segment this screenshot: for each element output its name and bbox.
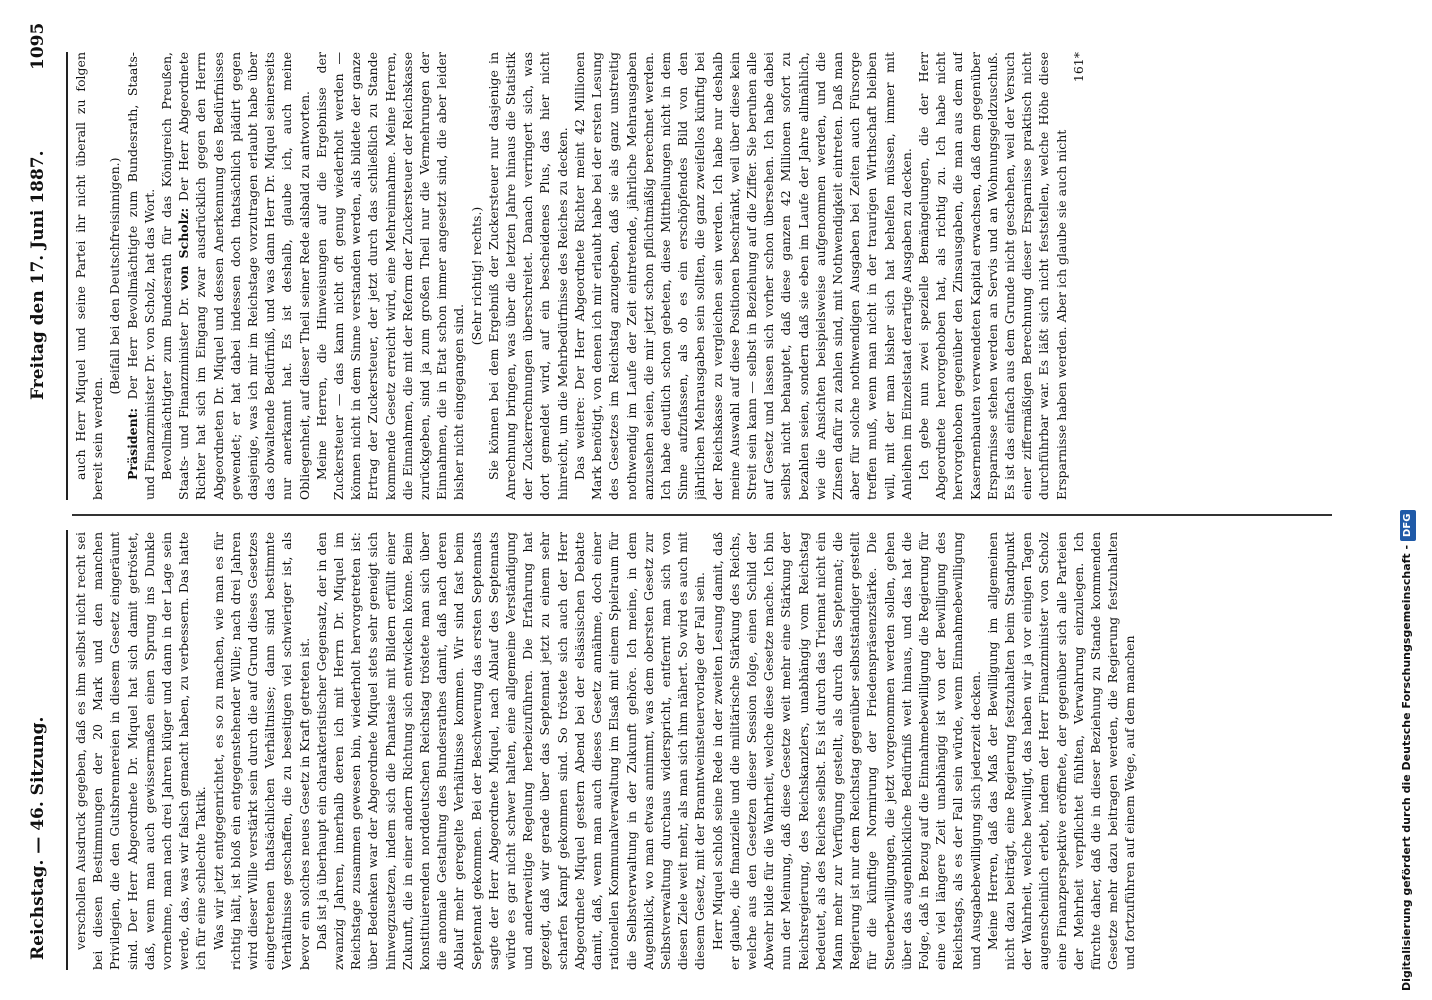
- left-text-column: [72, 532, 1332, 970]
- paragraph: verschollen Ausdruck gegeben, daß es ihm selbst nicht recht sei bei diesen Bestimmungen der 20 Mark und den manchen Privilegien, die den Gutsbrennereien in diesem Gesetz eingeräumt sind. Der Herr Abgeordnete Dr. Miquel hat sich damit getröstet, daß, wenn man auch gewissermaßen einen Sprung ins Dunkle vornehme, man nach drei Jahren klüger und dann in der Lage sein werde, das, was wir falsch gemacht haben, zu verbessern. Das hatte ich für eine schlechte Taktik.: [73, 532, 209, 970]
- paragraph: Sie können bei dem Ergebniß der Zuckersteuer nur dasjenige in Anrechnung bringen, was über die letzten Jahre hinaus die Statistik der Zuckerrechnungen überschreitet. Danach verringert sich, was dort gemeldet wird, auf ein bescheidenes Plus, das hier nicht hinreicht, um die Mehrbedürfnisse des Reiches zu decken.: [485, 52, 570, 500]
- president-text: Der Herr Bevollmächtigte zum Bundesrath, Staats- und Finanzminister Dr. von Scholz, hat das Wort.: [124, 52, 157, 500]
- speaker-intro: Bevollmächtigter zum Bundesrath für das Königreich Preußen, Staats- und Finanzminister Dr.: [159, 52, 192, 500]
- paragraph: Daß ist ja überhaupt ein charakteristischer Gegensatz, der in den zwanzig Jahren, innerhalb deren ich mit Herrn Dr. Miquel im Reichstage zusammen gewesen bin, wiederholt hervorgetreten ist: über Bedenken war der Abgeordnete Miquel stets sehr geneigt sich hinwegzusetzen, indem sich die Phantasie mit Bildern erfüllt einer Zukunft, die in einer andern Richtung sich entwickeln könne. Beim konstituierenden norddeutschen Reichstag tröstete man sich über die anomale Gestaltung des Bundesrathes damit, daß nach deren Ablauf mehr geregelte Verhältnisse kommen. Wir sind fast beim Septennat gekommen. Bei der Beschwerung das ersten Septennats sagte der Herr Abgeordnete Miquel, nach Ablauf des Septennats würde es gar nicht schwer halten, eine allgemeine Verständigung und anderweitige Regelung herbeizuführen. Die Erfahrung hat gezeigt, daß wir gerade über das Septennat jetzt zu einem sehr scharfen Kampf gekommen sind. So tröstete sich auch der Herr Abgeordnete Miquel gestern Abend bei der elsässischen Debatte damit, daß, wenn man auch dieses Gesetz annähme, doch einer rationellen Kommunalverwaltung im Elsaß mit einem Spielraum für die Selbstverwaltung in der Zukunft gehöre. Ich meine, in dem Augenblick, wo man etwas annimmt, was dem obersten Gesetz zur Selbstverwaltung durchaus widerspricht, entfernt man sich von diesen Ziele weit mehr, als man sich ihm nähert. So wird es auch mit diesem Gesetz, mit der Branntweinsteuervorlage der Fall sein.: [313, 532, 708, 970]
- dfg-logo: DFG: [1400, 510, 1416, 541]
- paragraph: Das weitere: Der Herr Abgeordnete Richter meint 42 Millionen Mark benötigt, von denen ich mir erlaubt habe bei der ersten Lesung des Gesetzes im Reichstag anzugeben, daß sie als ganz unstreitig nothwendig im Laufe der Zeit eintretende, jährliche Mehrausgaben anzusehen seien, die mir jetzt schon pflichtmäßig berechnet werden. Ich habe deutlich schon gebeten, diese Mittheilungen nicht in dem Sinne aufzufassen, als ob es ein erschöpfendes Bild von den jährlichen Mehrausgaben sein sollten, die ganz zweifellos künftig bei der Reichskasse zu vergleichen sein werden. Ich habe nur deshalb meine Auswahl auf diese Positionen beschränkt, weil über diese kein Streit sein kann — selbst in Beziehung auf die Ziffer. Sie beruhen alle auf Gesetz und lassen sich vorher schon übersehen. Ich habe dabei selbst nicht behauptet, daß diese ganzen 42 Millionen sofort zu bezahlen seien, sondern daß sie eben im Laufe der Jahre allmählich, wie die Ansichten beispielsweise aufgenommen werden, und die Zinsen dafür zu zahlen sind, mit Nothwendigkeit eintreten. Daß man aber für solche nothwendigen Ausgaben bei Zeiten auch Fürsorge treffen muß, wenn man nicht in der traurigen Wirthschaft bleiben will, mit der man bisher sich hat behelfen müssen, immer mit Anleihen im Einzelstaat derartige Ausgaben zu decken.: [571, 52, 914, 500]
- paragraph: Meine Herren, daß das Maß der Bewilligung im allgemeinen nicht dazu beiträgt, eine Regierung festzuhalten beim Standpunkt der Wahrheit, welche bewilligt, das haben wir ja vor einigen Tagen augenscheinlich erlebt, indem der Herr Finanzminister von Scholz eine Finanzperspektive eröffnete, der gegenüber sich alle Parteien der Mehrheit verpflichtet fühlten, Verwahrung einzulegen. Ich fürchte daher, daß die in dieser Beziehung zu Stande kommenden Gesetze mehr dazu beitragen werden, die Regierung festzuhalten und fortzuführen auf einem Wege, auf dem manchen: [984, 532, 1138, 970]
- header-rule-left: [66, 530, 68, 970]
- speaker-name: von Scholz:: [176, 207, 192, 291]
- column-divider: [72, 514, 1332, 516]
- applause-note: (Beifall bei den Deutschfreisinnigen.): [107, 157, 123, 395]
- paragraph: auch Herr Miquel und seine Partei ihr nicht überall zu folgen bereit sein werden.: [73, 52, 106, 500]
- right-text-column: [72, 52, 1332, 500]
- credit-text: Digitalisierung gefördert durch die Deutsche Forschungsgemeinschaft -: [1400, 544, 1413, 991]
- header-session: Reichstag. — 46. Sitzung.: [28, 716, 48, 960]
- approval-note: (Sehr richtig! rechts.): [468, 206, 484, 346]
- paragraph: Was wir jetzt entgegenrichtet, es so zu machen, wie man es für richtig hält, ist bloß ein entgegenstehender Wille; nach drei Jahren wird dieser Wille verstärkt sein durch die auf Grund dieses Gesetzes eingetretenen thatsächlichen Verhältnisse; dann sind bestimmte Verhältnisse geschaffen, die zu beseitigen viel schwieriger ist, als bevor ein solches neues Gesetz in Kraft getreten ist.: [210, 532, 312, 970]
- digitization-credit: [1396, 6, 1418, 991]
- page-header: [28, 0, 64, 1000]
- header-date: Freitag den 17. Juni 1887.: [28, 150, 48, 400]
- header-rule-right: [66, 52, 68, 500]
- president-paragraph: [124, 52, 158, 500]
- signature-mark: 161*: [1070, 52, 1086, 83]
- paragraph: Herr Miquel schloß seine Rede in der zweiten Lesung damit, daß er glaube, die finanzielle und die militärische Stärkung des Reichs, welche aus den Gesetzen dieser Session folge, einen Schild der Abwehr bilde für die Wahrheit, welche diese Gesetze mache. Ich bin nun der Meinung, daß diese Gesetze weit mehr eine Stärkung der Reichsregierung, des Reichskanzlers, unabhängig vom Reichstag bedeutet, als des Reiches selbst. Es ist durch das Triennat nicht ein Mann mehr zur Verfügung gestellt, als durch das Septennat; die Regierung ist nur dem Reichstag gegenüber selbstständiger gestellt für die künftige Normirung der Friedenspräsenzstärke. Die Steuerbewilligungen, die jetzt vorgenommen werden sollen, gehen über das augenblickliche Bedürfniß weit hinaus, und das hat die Folge, daß in Bezug auf die Einnahmebewilligung die Regierung für eine viel längere Zeit unabhängig ist von der Bewilligung des Reichstags, als es der Fall sein würde, wenn Einnahmebewilligung und Ausgabebewilligung sich jederzeit decken.: [709, 532, 983, 970]
- speaker-text: Der Herr Abgeordnete Richter hat sich im Eingang zwar ausdrücklich gegen den Herrn Abgeordneten Dr. Miquel und dessen Anerkennung des Bedürfnisses gewendet; er hat dabei indessen doch thatsächlich plädirt gegen dasjenige, was ich mir im Reichstage vorzutragen erlaubt habe über das obwaltende Bedürfniß, und was dann Herr Dr. Miquel seinerseits nur anerkannt hat. Es ist deshalb, glaube ich, auch meine Obliegenheit, auf dieser Theil seiner Rede alsbald zu antworten.: [176, 52, 312, 500]
- paragraph: Meine Herren, die Hinweisungen auf die Ergebnisse der Zuckersteuer — das kann nicht oft genug wiederholt werden — können nicht in dem Sinne verstanden werden, als bildete der ganze Ertrag der Zuckersteuer, der jetzt durch das schließlich zu Stande kommende Gesetz erreicht wird, eine Mehreinnahme. Meine Herren, die Einnahmen, die mit der Reform der Zuckersteuer der Reichskasse zurückgeben, sind ja zum großen Theil nur die Vermehrungen der Einnahmen, die in Etat schon immer angesetzt sind, die aber leider bisher nicht eingegangen sind.: [313, 52, 467, 500]
- president-label: Präsident:: [124, 407, 140, 480]
- speaker-paragraph: [158, 52, 313, 500]
- page-number: 1095: [28, 22, 48, 70]
- paragraph: Ich gebe nun zwei spezielle Bemängelungen, die der Herr Abgeordnete hervorgehoben hat, als richtig zu. Ich habe nicht hervorgehoben gegenüber den Zinsausgaben, die man aus dem auf Kasernenbauten verwendeten Kapital erwachsen, daß dem gegenüber Ersparnisse stehen werden an Servis und an Wohnungsgeldzuschuß. Es ist das einfach aus dem Grunde nicht geschehen, weil der Versuch einer ziffermäßigen Berechnung dieser Ersparnisse praktisch nicht durchführbar war. Es läßt sich nicht feststellen, welche Höhe diese Ersparnisse haben werden. Aber ich glaube sie auch nicht: [915, 52, 1069, 500]
